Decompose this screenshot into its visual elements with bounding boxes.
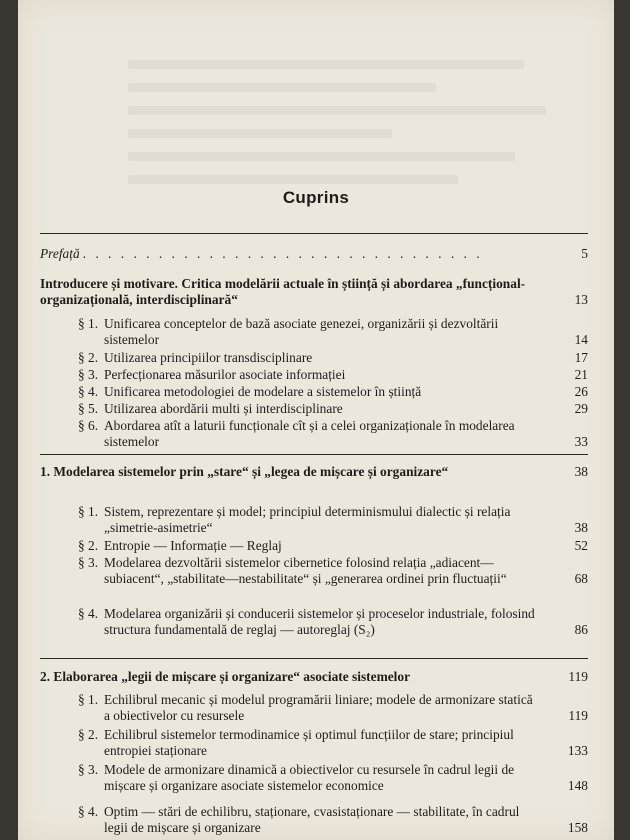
toc-section[interactable]: § 1. Echilibrul mecanic și modelul programării liniare; modele de armonizare statică a obiectivelor cu resursele 119 xyxy=(78,692,588,723)
toc-section[interactable]: § 3. Perfecționarea măsurilor asociate informației 21 xyxy=(78,367,588,382)
toc-section[interactable]: § 5. Utilizarea abordării multi și interdisciplinare 29 xyxy=(78,401,588,416)
divider xyxy=(40,658,588,659)
toc-section[interactable]: § 4. Unificarea metodologiei de modelare a sistemelor în știință 26 xyxy=(78,384,588,399)
toc-section[interactable]: § 1. Unificarea conceptelor de bază asociate genezei, organizării și dezvoltării sistemelor 14 xyxy=(78,316,588,347)
page-number: 119 xyxy=(568,669,588,684)
divider xyxy=(40,454,588,455)
page-number: 13 xyxy=(574,291,588,307)
page-number: 5 xyxy=(581,246,588,261)
toc-section[interactable]: § 1. Sistem, reprezentare și model; principiul determinismului dialectic și relația „simetrie-asimetrie“ 38 xyxy=(78,504,588,535)
toc-section[interactable]: § 4. Optim — stări de echilibru, staționare, cvasistaționare — stabilitate, în cadrul legii de mișcare și organizare 158 xyxy=(78,804,588,835)
toc-section[interactable]: § 2. Echilibrul sistemelor termodinamice și optimul funcțiilor de stare; principiul entropiei staționare 133 xyxy=(78,727,588,758)
toc-chapter-1[interactable]: 1. Modelarea sistemelor prin „stare“ și „legea de mișcare și organizare“ 38 xyxy=(40,464,588,479)
page-number: 38 xyxy=(574,464,588,479)
toc-section[interactable]: § 3. Modele de armonizare dinamică a obiectivelor cu resursele în cadrul legii de mișcare și organizare asociate sistemelor economice 148 xyxy=(78,762,588,793)
divider xyxy=(40,233,588,234)
toc-chapter-intro[interactable]: Introducere și motivare. Critica modelării actuale în știință și abordarea „funcțional-organizațională, interdisciplinară“ 13 xyxy=(40,276,588,307)
toc-entry-prefata[interactable]: Prefață . . . . . . . . . . . . . . . . . . . . . . . . . . . . . . . . 5 xyxy=(40,246,588,261)
book-page xyxy=(18,0,614,840)
toc-section[interactable]: § 2. Utilizarea principiilor transdisciplinare 17 xyxy=(78,350,588,365)
page-title: Cuprins xyxy=(282,188,350,207)
toc-chapter-2[interactable]: 2. Elaborarea „legii de mișcare și organizare“ asociate sistemelor 119 xyxy=(40,669,588,684)
toc-section[interactable]: § 2. Entropie — Informație — Reglaj 52 xyxy=(78,538,588,553)
toc-section[interactable]: § 3. Modelarea dezvoltării sistemelor cibernetice folosind relația „adiacent—subiacent“, „stabilitate—nestabilitate“ și „generarea ordinei prin fluctuații“ 68 xyxy=(78,555,588,586)
toc-section[interactable]: § 4. Modelarea organizării și conducerii sistemelor și proceselor industriale, folosind structura fundamentală de reglaj — autoreglaj (S₂) 86 xyxy=(78,606,588,637)
toc-section[interactable]: § 6. Abordarea atît a laturii funcționale cît și a celei organizaționale în modelarea sistemelor 33 xyxy=(78,418,588,449)
